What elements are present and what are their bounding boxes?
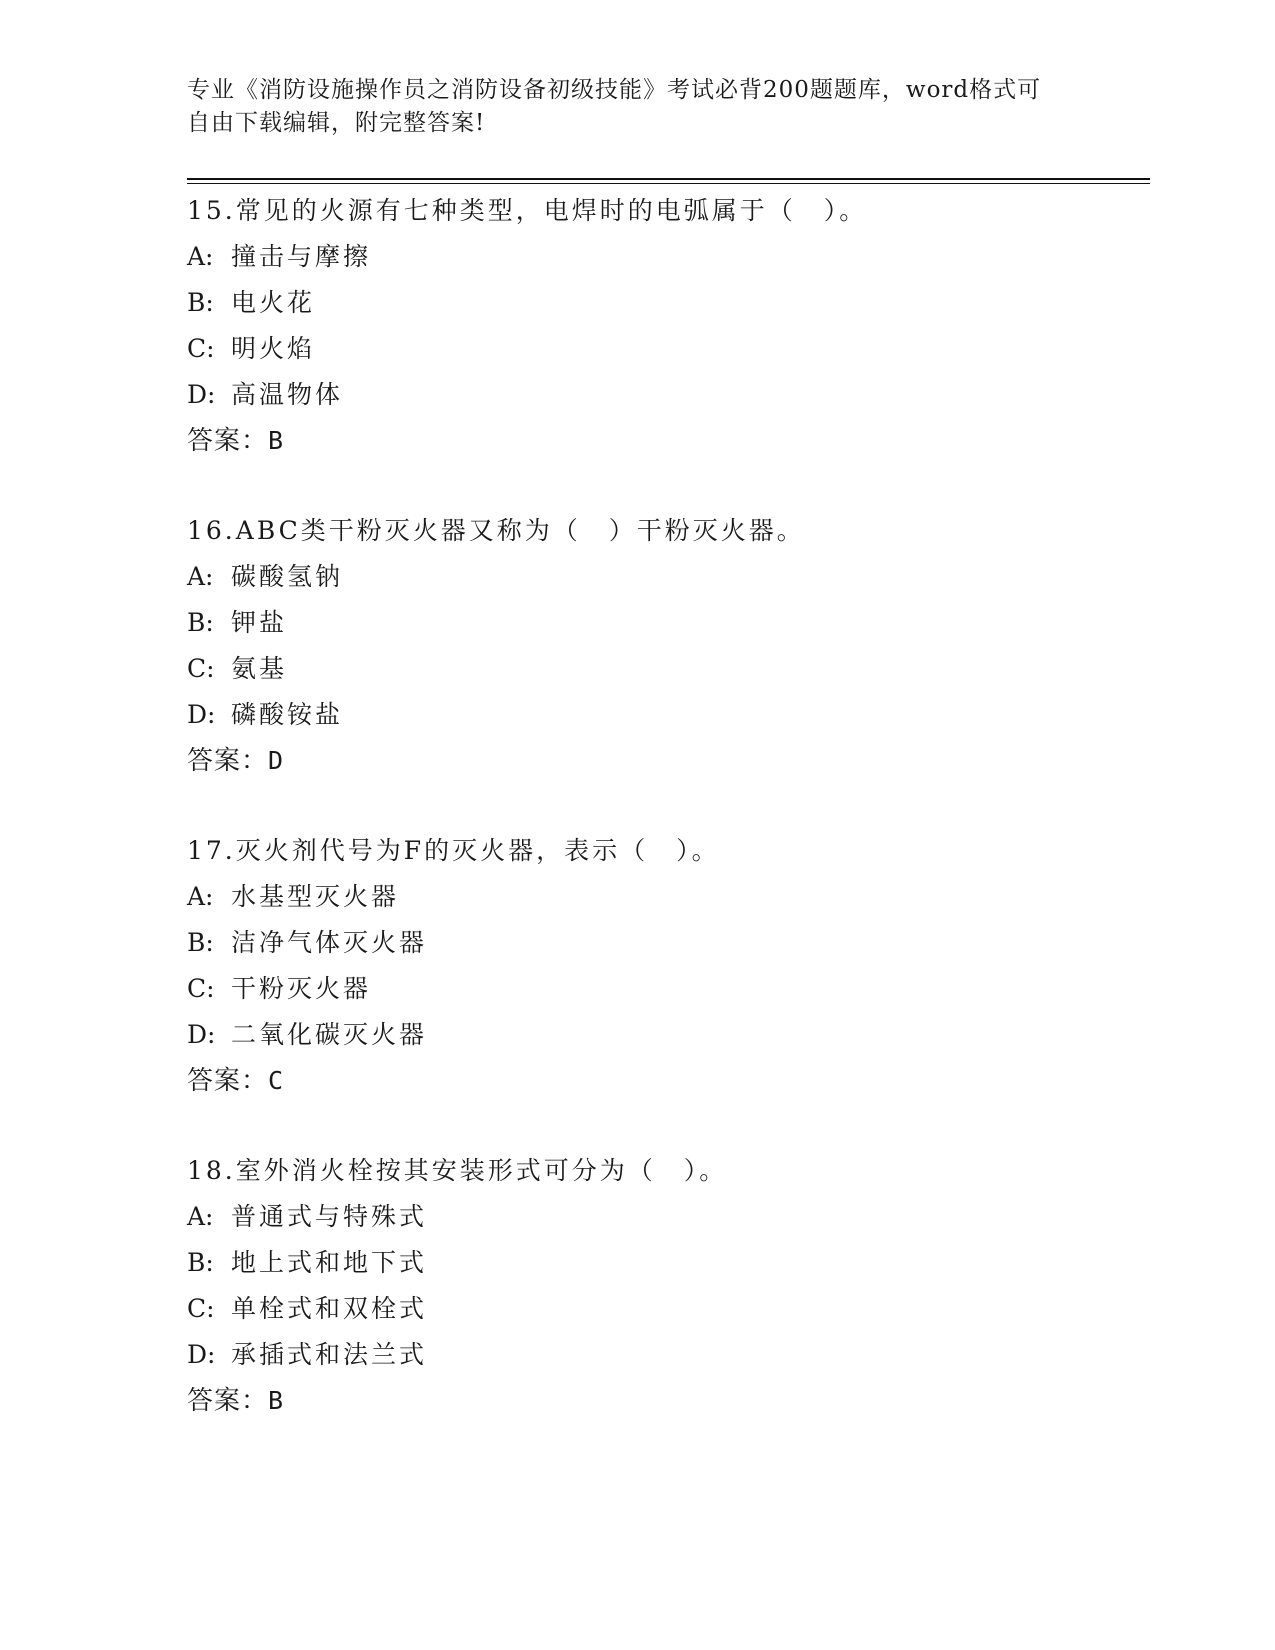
answer-line	[187, 1378, 1147, 1424]
answer-value: B	[268, 426, 287, 455]
option-key: A:	[187, 1202, 214, 1231]
answer-label: 答案：	[187, 426, 269, 456]
question-15	[187, 188, 1147, 464]
question-16	[187, 508, 1147, 784]
option-text: 普通式与特殊式	[231, 1202, 428, 1231]
option-key: D:	[187, 1020, 216, 1049]
option-d	[187, 372, 1147, 418]
option-key: C:	[187, 974, 215, 1003]
option-a	[187, 234, 1147, 280]
option-text: 电火花	[231, 288, 316, 317]
option-d	[187, 692, 1147, 738]
option-d	[187, 1332, 1147, 1378]
answer-line	[187, 1058, 1147, 1104]
option-b	[187, 1240, 1147, 1286]
option-key: A:	[187, 562, 214, 591]
option-c	[187, 966, 1147, 1012]
option-text: 单栓式和双栓式	[231, 1294, 428, 1323]
option-c	[187, 1286, 1147, 1332]
question-stem: 18.室外消火栓按其安装形式可分为（ ）。	[187, 1156, 728, 1185]
question-stem: 15.常见的火源有七种类型，电焊时的电弧属于（ ）。	[187, 196, 868, 225]
option-text: 磷酸铵盐	[231, 700, 344, 729]
option-key: C:	[187, 334, 215, 363]
option-key: C:	[187, 1294, 215, 1323]
option-a	[187, 874, 1147, 920]
option-key: D:	[187, 1340, 216, 1369]
option-text: 水基型灭火器	[231, 882, 400, 911]
option-key: C:	[187, 654, 215, 683]
question-18	[187, 1148, 1147, 1424]
document-header	[187, 74, 1087, 140]
option-c	[187, 646, 1147, 692]
option-text: 钾盐	[231, 608, 288, 637]
option-text: 洁净气体灭火器	[231, 928, 428, 957]
option-a	[187, 1194, 1147, 1240]
answer-value: D	[268, 746, 287, 775]
header-divider-thin	[187, 183, 1150, 184]
option-text: 碳酸氢钠	[231, 562, 344, 591]
option-b	[187, 280, 1147, 326]
option-a	[187, 554, 1147, 600]
answer-line	[187, 418, 1147, 464]
header-line-1: 专业《消防设施操作员之消防设备初级技能》考试必背200题题库，word格式可	[187, 77, 1042, 103]
option-text: 承插式和法兰式	[231, 1340, 428, 1369]
option-d	[187, 1012, 1147, 1058]
option-key: D:	[187, 380, 216, 409]
option-text: 二氧化碳灭火器	[231, 1020, 428, 1049]
option-b	[187, 920, 1147, 966]
option-key: B:	[187, 1248, 214, 1277]
option-text: 地上式和地下式	[231, 1248, 428, 1277]
option-text: 撞击与摩擦	[231, 242, 372, 271]
answer-label: 答案：	[187, 1066, 269, 1096]
answer-line	[187, 738, 1147, 784]
option-c	[187, 326, 1147, 372]
question-17	[187, 828, 1147, 1104]
option-key: B:	[187, 928, 214, 957]
option-key: D:	[187, 700, 216, 729]
header-line-2: 自由下载编辑，附完整答案!	[187, 110, 486, 136]
option-b	[187, 600, 1147, 646]
option-text: 干粉灭火器	[231, 974, 372, 1003]
answer-value: B	[268, 1386, 287, 1415]
question-stem: 16.ABC类干粉灭火器又称为（ ）干粉灭火器。	[187, 516, 805, 545]
option-text: 高温物体	[231, 380, 344, 409]
question-list	[187, 188, 1147, 1468]
question-stem: 17.灭火剂代号为F的灭火器，表示（ ）。	[187, 836, 720, 865]
answer-value: C	[268, 1066, 287, 1095]
option-key: A:	[187, 242, 214, 271]
option-key: B:	[187, 288, 214, 317]
answer-label: 答案：	[187, 746, 269, 776]
option-text: 氨基	[231, 654, 288, 683]
option-key: B:	[187, 608, 214, 637]
answer-label: 答案：	[187, 1386, 269, 1416]
option-key: A:	[187, 882, 214, 911]
option-text: 明火焰	[231, 334, 316, 363]
header-divider-thick	[187, 178, 1150, 180]
